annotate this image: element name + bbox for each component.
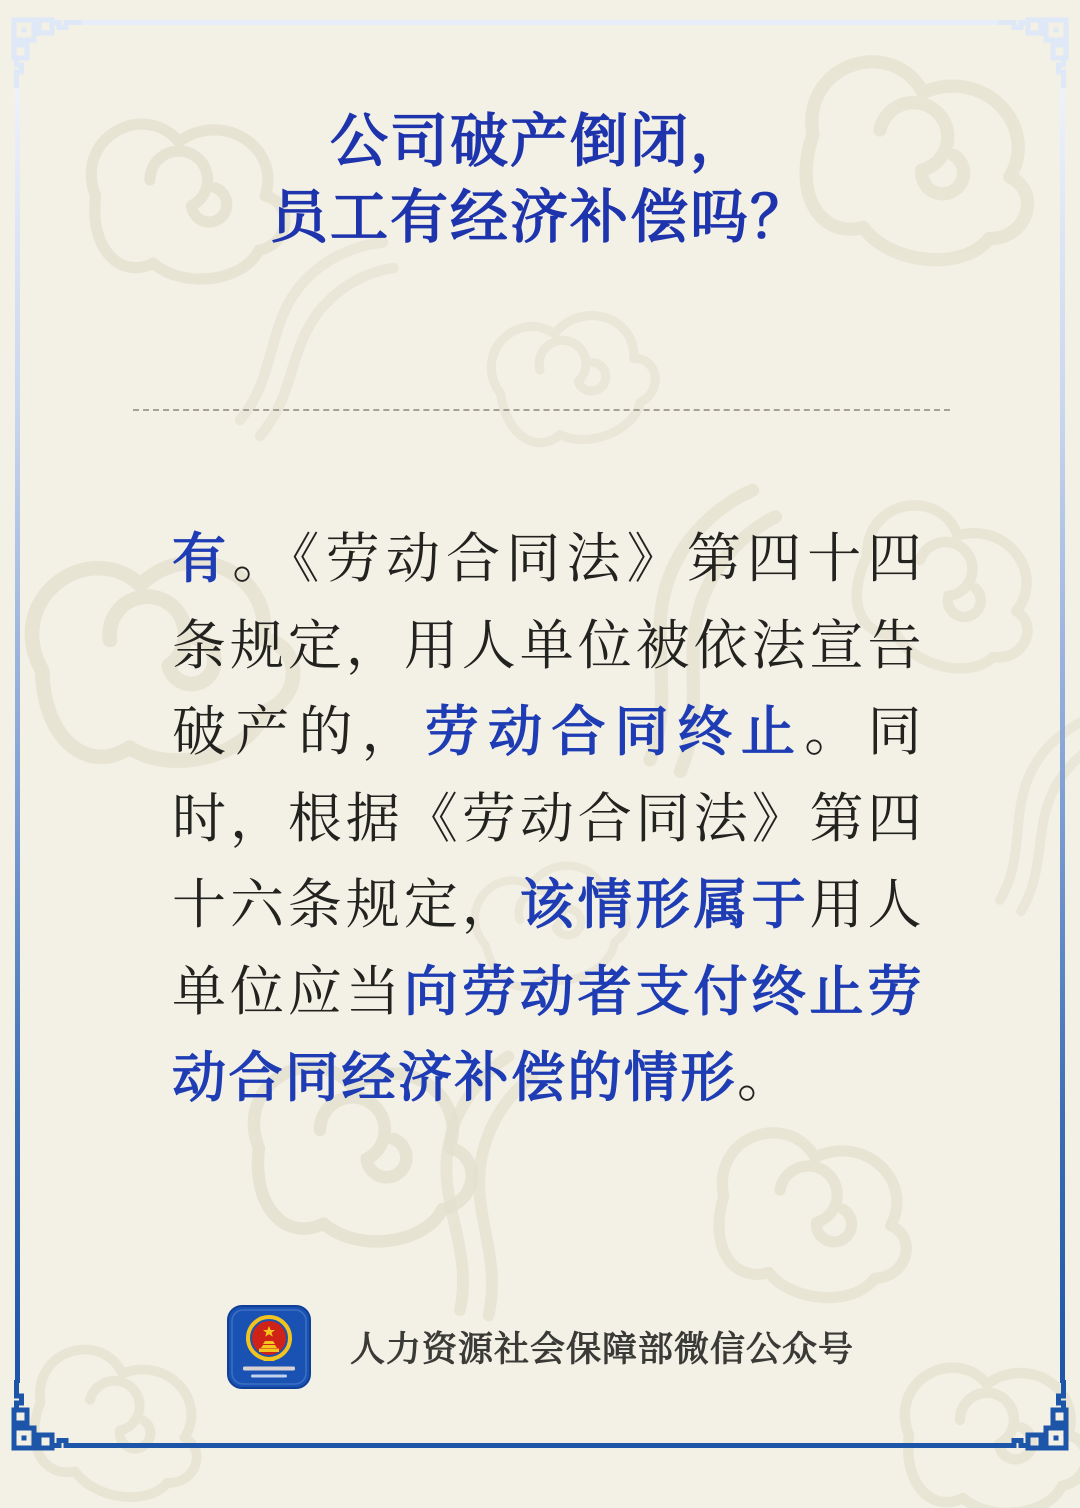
footer-account-name: 人力资源社会保障部微信公众号 xyxy=(349,1330,854,1369)
border-top-line xyxy=(80,20,1000,25)
body-emphasis-text: 向劳动者支付终止劳动合同经济补偿的情形 xyxy=(172,961,925,1108)
logo-caption-line xyxy=(251,1375,287,1378)
footer xyxy=(0,1304,1080,1390)
body-regular-text: 。《劳动合同法》第四十四条规定，用人单位被依法宣告破产的， xyxy=(172,529,925,762)
logo-caption-line xyxy=(243,1367,295,1371)
body-regular-text: 。 xyxy=(737,1048,794,1108)
border-ornament-bottom-right-icon xyxy=(998,1380,1078,1460)
border-bottom-line xyxy=(80,1443,1000,1448)
border-ornament-top-left-icon xyxy=(2,8,82,88)
body-regular-text: 。同时，根据《劳动合同法》第四十六条规定， xyxy=(172,702,925,935)
page-title xyxy=(0,104,1080,256)
body-regular-text: 用人单位应当 xyxy=(172,875,925,1022)
border-ornament-top-right-icon xyxy=(998,8,1078,88)
divider-line xyxy=(133,409,950,411)
page-title-line-2: 员工有经济补偿吗？ xyxy=(269,185,810,250)
body-emphasis-text: 有 xyxy=(172,529,233,589)
page-title-line-1: 公司破产倒闭， xyxy=(329,109,750,174)
body-emphasis-text: 该情形属于 xyxy=(519,875,810,935)
body-emphasis-text: 劳动合同终止 xyxy=(424,702,805,762)
border-left-line xyxy=(15,85,20,1383)
body-text xyxy=(172,516,924,1122)
border-right-line xyxy=(1060,85,1065,1383)
border-ornament-bottom-left-icon xyxy=(2,1380,82,1460)
mohrss-emblem-logo-icon xyxy=(226,1304,312,1390)
